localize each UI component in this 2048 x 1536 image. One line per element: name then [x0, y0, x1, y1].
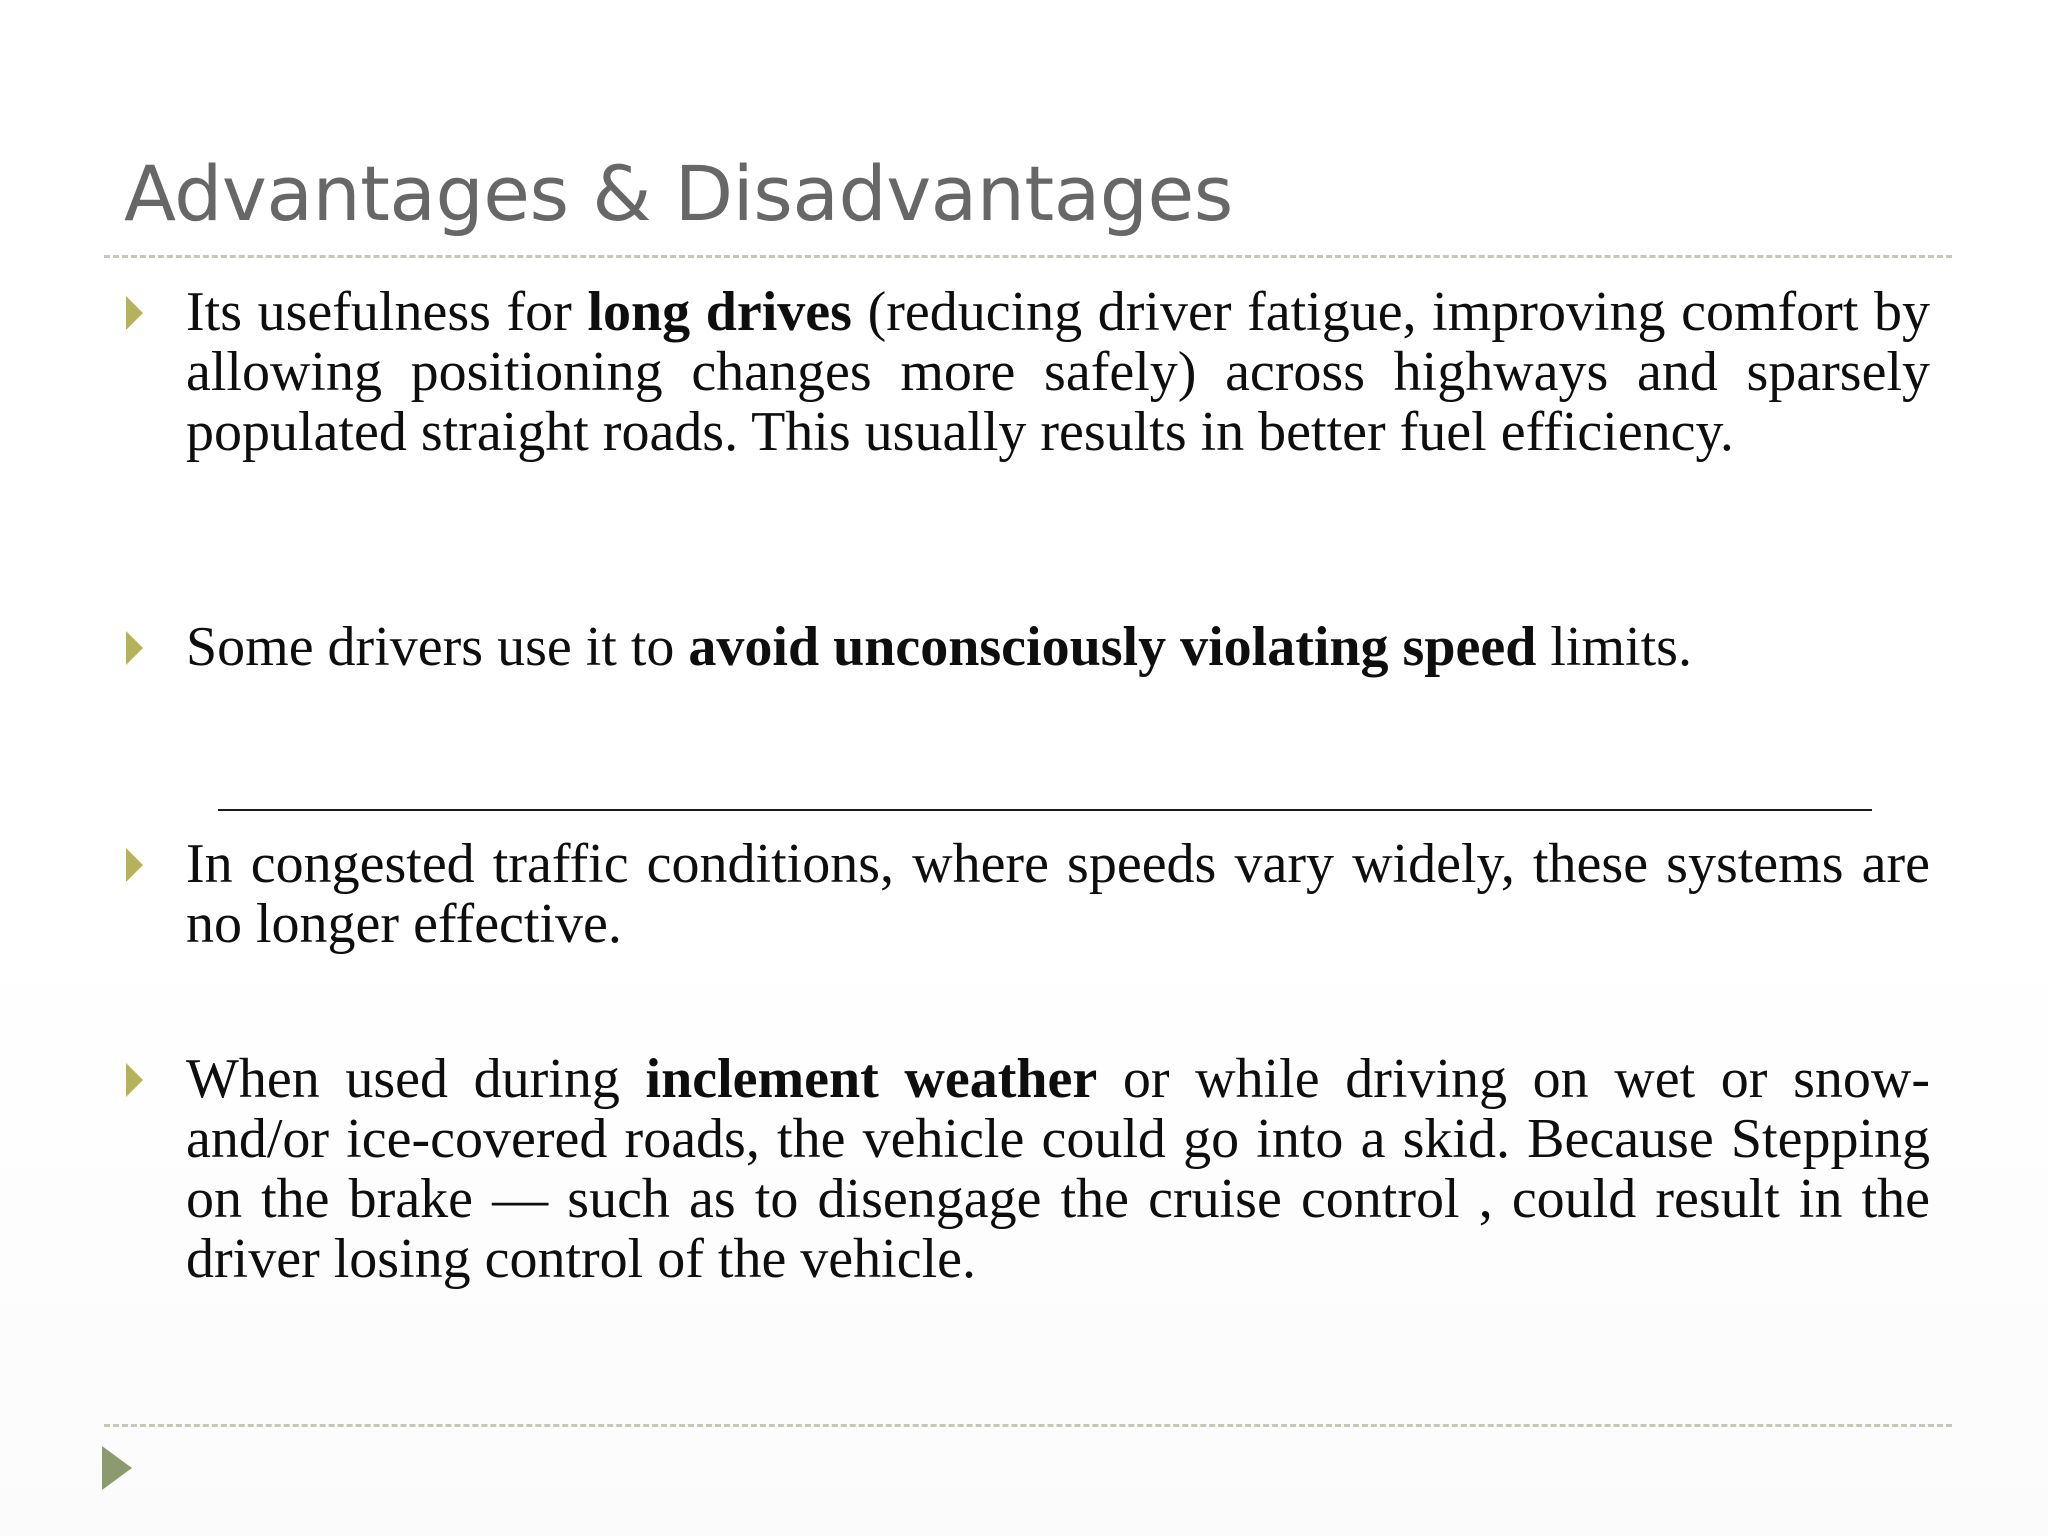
- footer-divider: [104, 1424, 1952, 1427]
- triangle-bullet-icon: [126, 631, 143, 665]
- triangle-bullet-icon: [126, 296, 143, 330]
- bullet-text-long-drives: Its usefulness for long drives (reducing driver fatigue, improving comfort by allowing positioning changes more safely) across highways and sparsely populated straight roads. This usually results in better fuel efficiency.: [186, 281, 1930, 463]
- bullet-text-congested-traffic: In congested traffic conditions, where speeds vary widely, these systems are no longer effective.: [186, 833, 1930, 955]
- triangle-bullet-icon: [126, 848, 143, 882]
- slide-title: Advantages & Disadvantages: [124, 149, 1233, 238]
- bullet-text-inclement-weather: When used during inclement weather or while driving on wet or snow- and/or ice-covered roads, the vehicle could go into a skid. Because Stepping on the brake — such as to disengage the cruise control , could result in the driver losing control of the vehicle.: [186, 1048, 1930, 1290]
- triangle-bullet-icon: [126, 1063, 143, 1097]
- bullet-text-speed-limits: Some drivers use it to avoid unconsciously violating speed limits.: [186, 616, 1692, 678]
- section-separator: [218, 809, 1872, 811]
- next-slide-arrow-icon[interactable]: [102, 1446, 132, 1490]
- title-divider: [104, 255, 1952, 258]
